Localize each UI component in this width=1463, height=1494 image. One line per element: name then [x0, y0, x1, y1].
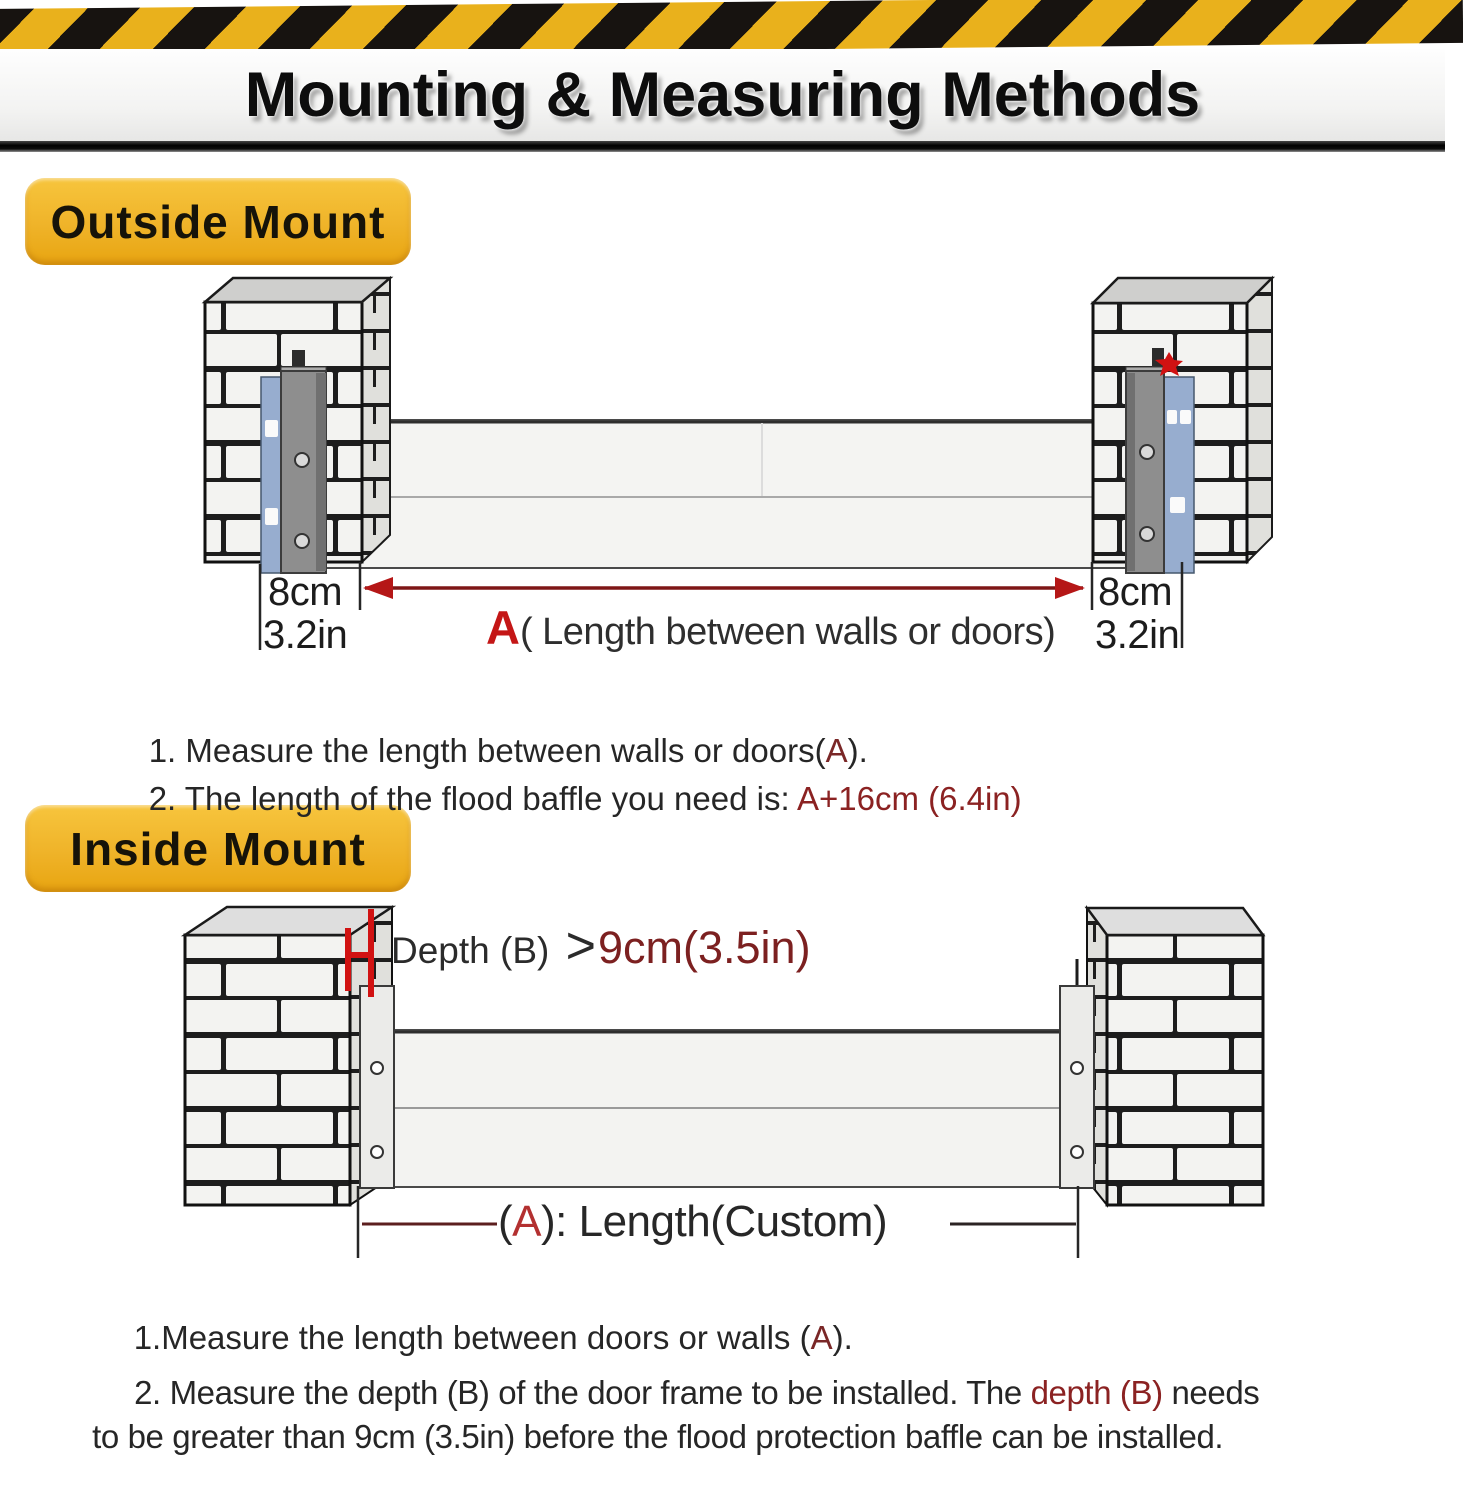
left-offset-cm: 8cm [268, 570, 343, 614]
arrowhead-right [1055, 577, 1085, 599]
frame-bracket-left [360, 986, 394, 1188]
inside-step-1-end: ). [832, 1319, 853, 1356]
mount-bracket-right [1126, 352, 1194, 573]
span-length-label [486, 600, 1055, 655]
span-length-label-rest: ( Length between walls or doors) [519, 611, 1056, 653]
inside-step-2-text: 2. Measure the depth (B) of the door frame to be installed. The [134, 1374, 1031, 1411]
custom-length-a: A [512, 1197, 542, 1246]
span-length-label-a: A [486, 601, 520, 654]
inside-step-2-line-2 [57, 1380, 1223, 1494]
seal-strip [1164, 377, 1194, 573]
left-offset-inch: 3.2in [263, 613, 348, 657]
screw-hole [1071, 1062, 1083, 1074]
inside-step-2-end: needs [1162, 1374, 1260, 1411]
outside-mount-badge-label: Outside Mount [50, 195, 386, 248]
screw-hole [295, 534, 309, 548]
arrowhead-left [363, 577, 393, 599]
brick-pillar-right [1087, 908, 1263, 1205]
screw-hole [1140, 445, 1154, 459]
screw-hole [295, 453, 309, 467]
flood-barrier-panels [325, 420, 1130, 568]
inside-step-2-depth: depth (B) [1030, 1374, 1163, 1411]
greater-than-sign: > [565, 917, 596, 975]
screw-hole [1071, 1146, 1083, 1158]
screw-hole [371, 1146, 383, 1158]
outside-step-2-formula: A+16cm (6.4in) [796, 780, 1022, 817]
right-offset-cm: 8cm [1098, 570, 1173, 614]
outside-step-2 [112, 742, 1022, 856]
screw-hole [1140, 527, 1154, 541]
depth-label-value: 9cm(3.5in) [598, 922, 811, 973]
custom-length-rest: ): Length(Custom) [541, 1197, 888, 1246]
right-offset-inch: 3.2in [1095, 613, 1180, 657]
depth-label [391, 916, 811, 976]
depth-label-text: Depth (B) [391, 930, 560, 971]
flood-barrier-panels [394, 1030, 1062, 1187]
outside-step-1-end: ). [847, 732, 868, 769]
outside-step-2-text: 2. The length of the flood baffle you need is: [148, 780, 797, 817]
outside-step-1-text: 1. Measure the length between walls or doors( [148, 732, 826, 769]
mount-bracket-left [261, 367, 326, 573]
custom-length-label [498, 1197, 887, 1247]
custom-length-open: ( [498, 1197, 513, 1246]
inside-mount-badge-label: Inside Mount [70, 822, 366, 875]
outside-step-1-a: A [825, 732, 848, 769]
inside-step-1-text: 1.Measure the length between doors or walls ( [133, 1319, 811, 1356]
outside-mount-badge [25, 178, 411, 265]
frame-bracket-right [1060, 959, 1094, 1188]
inside-step-1-a: A [810, 1319, 833, 1356]
page-title: Mounting & Measuring Methods [244, 60, 1201, 130]
screw-hole [371, 1062, 383, 1074]
inside-step-2-continued: to be greater than 9cm (3.5in) before the flood protection baffle can be installed. [92, 1418, 1224, 1455]
